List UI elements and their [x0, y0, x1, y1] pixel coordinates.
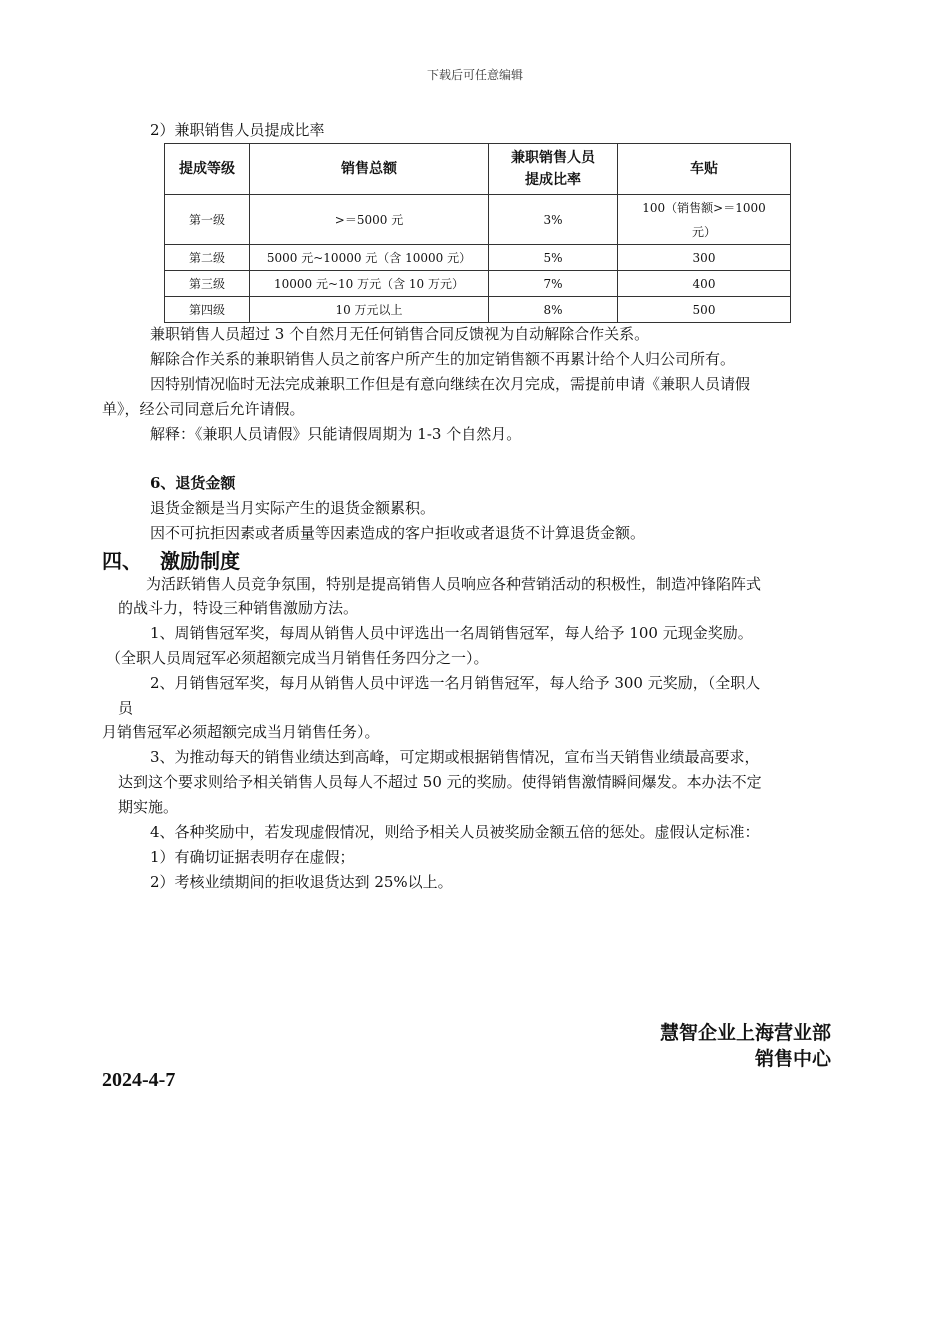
cell-allowance	[618, 195, 791, 245]
header-rate	[489, 144, 618, 195]
header-level: 提成等级	[165, 144, 250, 195]
table-row	[165, 271, 791, 297]
section4-line: 1、周销售冠军奖，每周从销售人员中评选出一名周销售冠军，每人给予 100 元现金奖励。	[150, 624, 753, 642]
section4-line: 的战斗力，特设三种销售激励方法。	[118, 599, 359, 617]
section4-number: 四、	[102, 549, 142, 573]
section6-title: 6、退货金额	[150, 474, 236, 492]
section4-line: 2）考核业绩期间的拒收退货达到 25%以上。	[150, 873, 453, 891]
cell-rate: 8%	[489, 297, 618, 323]
section4-line: 达到这个要求则给予相关销售人员每人不超过 50 元的奖励。使得销售激情瞬间爆发。本办法不定	[118, 773, 762, 791]
cell-level: 第一级	[165, 195, 250, 245]
section4-line: 1）有确切证据表明存在虚假；	[150, 848, 355, 866]
cell-total: 5000 元~10000 元（含 10000 元）	[250, 245, 489, 271]
section4-line: 月销售冠军必须超额完成当月销售任务）。	[102, 723, 380, 741]
table-row	[165, 245, 791, 271]
table-header-row	[165, 144, 791, 195]
parttime-paragraph: 解释：《兼职人员请假》只能请假周期为 1-3 个自然月。	[150, 425, 522, 443]
cell-rate: 3%	[489, 195, 618, 245]
section4-line: 期实施。	[118, 798, 179, 816]
cell-rate: 5%	[489, 245, 618, 271]
cell-level: 第四级	[165, 297, 250, 323]
table-row	[165, 195, 791, 245]
cell-allowance: 500	[618, 297, 791, 323]
header-rate-line2: 提成比率	[525, 172, 581, 188]
allowance-line2: 元）	[691, 224, 716, 239]
section4-line: （全职人员周冠军必须超额完成当月销售任务四分之一）。	[106, 649, 489, 667]
section4-line: 4、各种奖励中，若发现虚假情况，则给予相关人员被奖励金额五倍的惩处。虚假认定标准：	[150, 823, 760, 841]
header-total: 销售总额	[250, 144, 489, 195]
table-row	[165, 297, 791, 323]
cell-total: 10 万元以上	[250, 297, 489, 323]
cell-total: >＝5000 元	[250, 195, 489, 245]
section4-line: 3、为推动每天的销售业绩达到高峰，可定期或根据销售情况，宣布当天销售业绩最高要求，	[150, 748, 760, 766]
header-allowance: 车贴	[618, 144, 791, 195]
parttime-paragraph: 兼职销售人员超过 3 个自然月无任何销售合同反馈视为自动解除合作关系。	[150, 325, 650, 343]
section4-line: 2、月销售冠军奖，每月从销售人员中评选一名月销售冠军，每人给予 300 元奖励，（全职人	[150, 674, 761, 692]
header-rate-line1: 兼职销售人员	[511, 150, 595, 166]
subheading: 2）兼职销售人员提成比率	[150, 121, 325, 139]
page-header-note: 下载后可任意编辑	[426, 68, 523, 82]
section6-line: 因不可抗拒因素或者质量等因素造成的客户拒收或者退货不计算退货金额。	[150, 524, 646, 542]
document-date: 2024-4-7	[102, 1069, 176, 1091]
section6-line: 退货金额是当月实际产生的退货金额累积。	[150, 499, 436, 517]
section4-line: 为活跃销售人员竞争氛围，特别是提高销售人员响应各种营销活动的积极性，制造冲锋陷阵式	[146, 575, 762, 593]
section4-title: 激励制度	[160, 549, 240, 573]
parttime-paragraph: 单》，经公司同意后允许请假。	[102, 400, 305, 418]
cell-level: 第三级	[165, 271, 250, 297]
signature-department: 销售中心	[754, 1048, 831, 1070]
section4-line: 员	[118, 699, 134, 717]
commission-rate-table	[164, 143, 791, 323]
cell-rate: 7%	[489, 271, 618, 297]
cell-allowance: 300	[618, 245, 791, 271]
cell-allowance: 400	[618, 271, 791, 297]
signature-company: 慧智企业上海营业部	[659, 1022, 831, 1044]
cell-total: 10000 元~10 万元（含 10 万元）	[250, 271, 489, 297]
cell-level: 第二级	[165, 245, 250, 271]
parttime-paragraph: 解除合作关系的兼职销售人员之前客户所产生的加定销售额不再累计给个人归公司所有。	[150, 350, 736, 368]
allowance-line1: 100（销售额>＝1000	[642, 200, 766, 215]
parttime-paragraph: 因特别情况临时无法完成兼职工作但是有意向继续在次月完成，需提前申请《兼职人员请假	[150, 375, 751, 393]
